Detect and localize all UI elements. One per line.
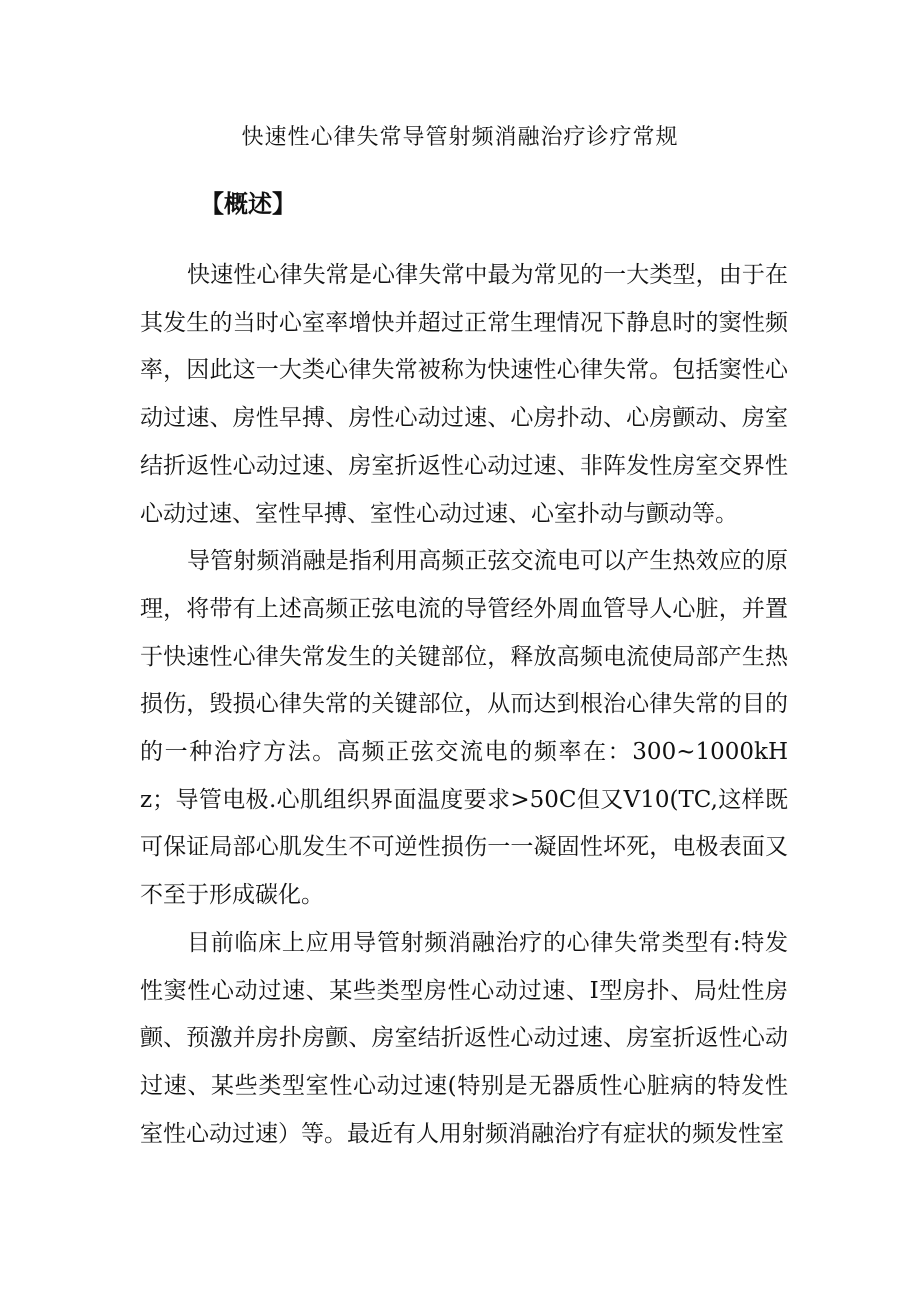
section-heading-overview: 【概述】 bbox=[200, 190, 296, 218]
paragraph-definition: 快速性心律失常是心律失常中最为常见的一大类型，由于在其发生的当时心室率增快并超过正常生理情况下静息时的窦性频率，因此这一大类心律失常被称为快速性心律失常。包括窦性心动过速、房性早搏、房性心动过速、心房扑动、心房颤动、房室结折返性心动过速、房室折返性心动过速、非阵发性房室交界性心动过速、室性早搏、室性心动过速、心室扑动与颤动等。 bbox=[140, 262, 788, 527]
paragraph-clinical-indications: 目前临床上应用导管射频消融治疗的心律失常类型有:特发性窦性心动过速、某些类型房性心动过速、I型房扑、局灶性房颤、预激并房扑房颤、房室结折返性心动过速、房室折返性心动过速、某些类型室性心动过速(特别是无器质性心脏病的特发性室性心动过速）等。最近有人用射频消融治疗有症状的频发性室 bbox=[140, 929, 788, 1147]
paragraph-ablation-principle: 导管射频消融是指利用高频正弦交流电可以产生热效应的原理，将带有上述高频正弦电流的导管经外周血管导人心脏，并置于快速性心律失常发生的关键部位，释放高频电流使局部产生热损伤，毁损心律失常的关键部位，从而达到根治心律失常的目的的一种治疗方法。高频正弦交流电的频率在：300~1000kHz；导管电极.心肌组织界面温度要求>50C但又V10(TC,这样既可保证局部心肌发生不可逆性损伤一一凝固性坏死，电极表面又不至于形成碳化。 bbox=[140, 548, 788, 909]
document-title: 快速性心律失常导管射频消融治疗诊疗常规 bbox=[241, 125, 679, 150]
document-body bbox=[140, 252, 788, 1158]
